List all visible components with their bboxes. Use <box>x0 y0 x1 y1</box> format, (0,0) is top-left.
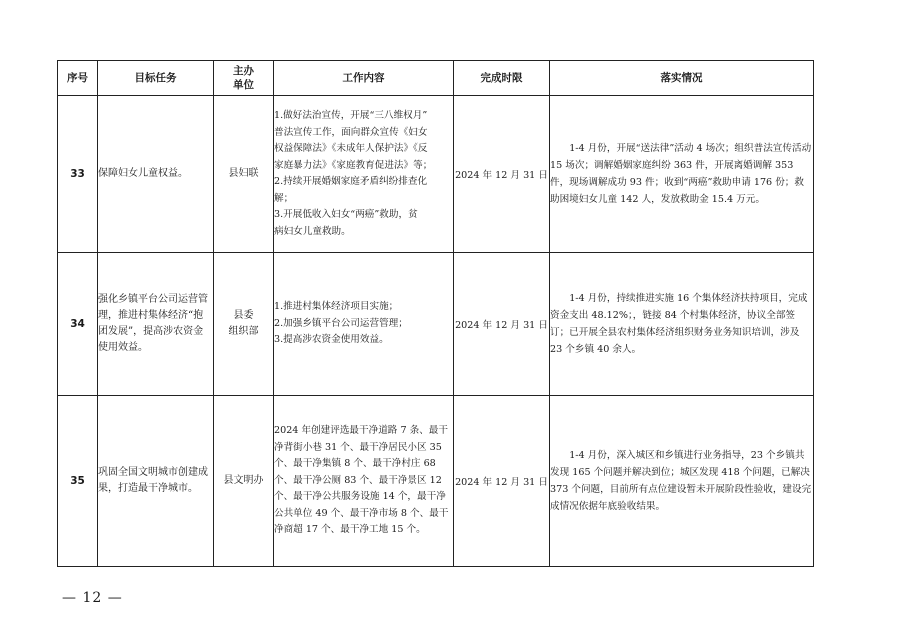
row-unit: 县文明办 <box>214 396 274 567</box>
header-implementation: 落实情况 <box>550 61 814 96</box>
table-header-row <box>58 61 814 96</box>
row-unit: 县妇联 <box>214 96 274 253</box>
row-unit <box>214 253 274 396</box>
row-seq: 35 <box>58 396 98 567</box>
work-line: 家庭暴力法》《家庭教育促进法》等； <box>274 159 433 171</box>
implementation-text: 1-4 月份，深入城区和乡镇进行业务指导，23 个乡镇共发现 165 个问题并解决到位；城区发现 418 个问题，已解决 373 个问题，目前所有点位建设暂未开展阶段性验收，建设完成情况依据年底验收结果。 <box>550 450 812 512</box>
row-seq: 33 <box>58 96 98 253</box>
row-seq: 34 <box>58 253 98 396</box>
work-line: 病妇女儿童救助。 <box>274 225 351 237</box>
work-line: 2.持续开展婚姻家庭矛盾纠纷排查化 <box>274 176 428 187</box>
row-work <box>274 96 454 253</box>
header-unit-line1: 主办 <box>233 65 254 77</box>
task-table <box>57 60 814 567</box>
table-row <box>58 253 814 396</box>
work-line: 2.加强乡镇平台公司运营管理； <box>274 317 408 329</box>
table-row <box>58 96 814 253</box>
row-implementation <box>550 96 814 253</box>
work-line: 1.推进村集体经济项目实施； <box>274 301 399 313</box>
unit-line2: 组织部 <box>228 326 259 337</box>
row-task: 强化乡镇平台公司运营管理，推进村集体经济“抱团发展”，提高涉农资金使用效益。 <box>98 253 214 396</box>
row-task: 保障妇女儿童权益。 <box>98 96 214 253</box>
row-task: 巩固全国文明城市创建成果，打造最干净城市。 <box>98 396 214 567</box>
row-work <box>274 396 454 567</box>
header-seq: 序号 <box>58 61 98 96</box>
work-line: 1.做好法治宣传，开展“三八维权月” <box>274 110 428 121</box>
work-line: 3.开展低收入妇女“两癌”救助，贫 <box>274 209 418 220</box>
work-line: 3.提高涉农资金使用效益。 <box>274 334 389 346</box>
row-implementation <box>550 253 814 396</box>
row-deadline: 2024 年 12 月 31 日 <box>454 396 550 567</box>
table-row <box>58 396 814 567</box>
row-implementation <box>550 396 814 567</box>
page-number: — 12 — <box>62 590 123 606</box>
row-deadline: 2024 年 12 月 31 日 <box>454 253 550 396</box>
header-deadline: 完成时限 <box>454 61 550 96</box>
row-deadline: 2024 年 12 月 31 日 <box>454 96 550 253</box>
unit-line1: 县委 <box>233 310 254 321</box>
implementation-text: 1-4 月份，持续推进实施 16 个集体经济扶持项目，完成资金支出 48.12%；，链接 84 个村集体经济，协议全部签订；已开展全县农村集体经济组织财务业务知识培训，涉及 23 个乡镇 40 余人。 <box>550 293 808 355</box>
work-text: 2024 年创建评选最干净道路 7 条、最干净背街小巷 31 个、最干净居民小区 35 个、最干净集镇 8 个、最干净村庄 68 个、最干净公厕 83 个、最干净景区 12 个、最干净公共服务设施 14 个，最干净公共单位 49 个、最干净市场 8 个、最干净商超 17 个、最干净工地 15 个。 <box>274 425 449 536</box>
work-line: 权益保障法》《未成年人保护法》《反 <box>274 143 428 154</box>
header-task: 目标任务 <box>98 61 214 96</box>
header-unit-line2: 单位 <box>233 79 254 91</box>
row-work <box>274 253 454 396</box>
work-line: 普法宣传工作，面向群众宣传《妇女 <box>274 126 428 138</box>
header-unit <box>214 61 274 96</box>
work-line: 解； <box>274 192 294 204</box>
header-work: 工作内容 <box>274 61 454 96</box>
implementation-text: 1-4 月份，开展“送法律”活动 4 场次；组织普法宣传活动 15 场次；调解婚姻家庭纠纷 363 件，开展离婚调解 353 件，现场调解成功 93 件；收到“两癌”救助申请 176 份；救助困境妇女儿童 142 人，发放救助金 15.4 万元。 <box>550 143 812 205</box>
